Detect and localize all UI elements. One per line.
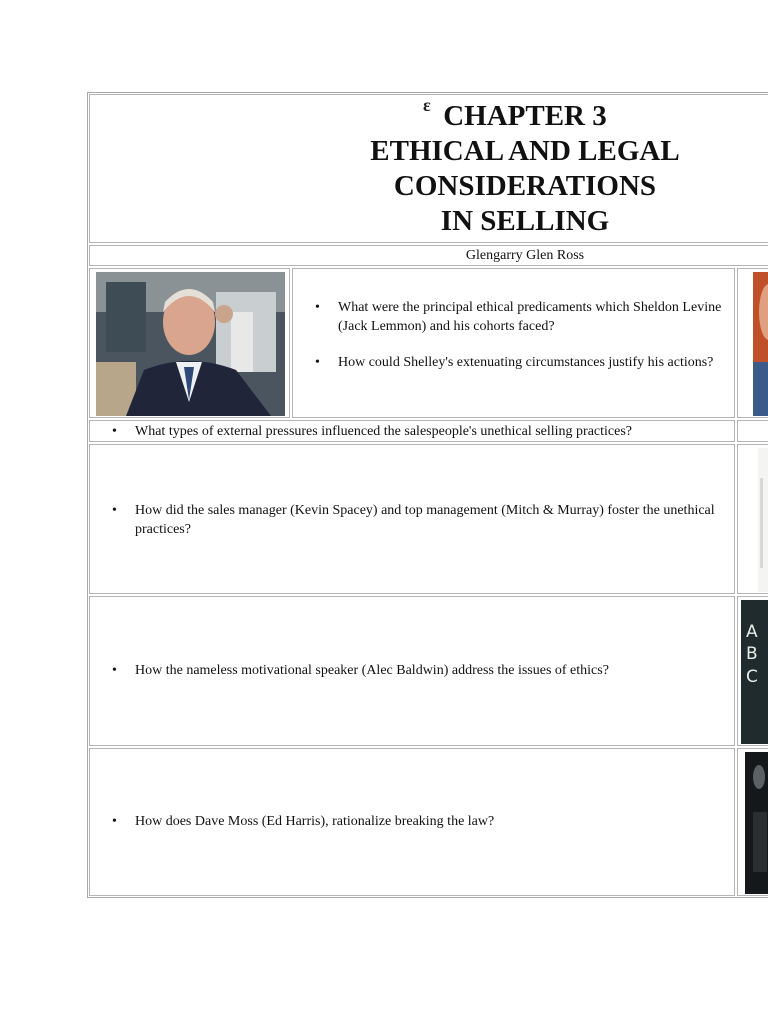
question-text: What types of external pressures influenced the salespeople's unethical selling practices? [135, 424, 632, 439]
title-line-1: CHAPTER 3 [443, 100, 607, 132]
list-item [112, 501, 727, 539]
list-item [112, 661, 727, 680]
bullet-icon: • [112, 663, 117, 678]
question-text: How does Dave Moss (Ed Harris), rationalize breaking the law? [135, 814, 495, 829]
bullet-icon: • [112, 424, 117, 439]
question-text: How could Shelley's extenuating circumstances justify his actions? [338, 355, 714, 370]
list-item [112, 422, 727, 441]
side-image-cell [737, 596, 768, 746]
title-cell [89, 94, 768, 243]
empty-cell [737, 420, 768, 442]
list-item [315, 353, 725, 372]
photo-cell [89, 268, 290, 418]
subtitle-cell [89, 245, 768, 266]
question-text: What were the principal ethical predicaments which Sheldon Levine (Jack Lemmon) and his cohorts faced? [338, 300, 722, 334]
bullet-icon: • [315, 300, 320, 315]
side-image [745, 752, 768, 894]
movie-still-image [96, 272, 285, 416]
list-item [315, 298, 725, 336]
title-line-4: IN SELLING [440, 205, 610, 237]
side-image [758, 448, 768, 592]
chalkboard-letter: A [746, 622, 758, 642]
side-image [753, 272, 768, 416]
bullet-icon: • [112, 814, 117, 829]
chalkboard-letter: C [746, 667, 758, 687]
bullet-icon: • [112, 503, 117, 518]
title-line-2: ETHICAL AND LEGAL [370, 135, 680, 167]
questions-cell-2 [89, 420, 735, 442]
chalkboard-letter: B [746, 644, 758, 664]
list-item [112, 812, 727, 831]
side-image-cell [737, 444, 768, 594]
film-title: Glengarry Glen Ross [465, 248, 585, 263]
questions-cell-5 [89, 748, 735, 896]
chalkboard-image [741, 600, 768, 744]
questions-cell-3 [89, 444, 735, 594]
page-title [290, 99, 760, 239]
questions-cell-1 [292, 268, 735, 418]
question-text: How did the sales manager (Kevin Spacey) and top management (Mitch & Murray) foster the unethical practices? [135, 503, 715, 537]
questions-cell-4 [89, 596, 735, 746]
bullet-icon: • [315, 355, 320, 370]
title-line-3: CONSIDERATIONS [393, 170, 657, 202]
side-image-cell [737, 748, 768, 896]
question-text: How the nameless motivational speaker (Alec Baldwin) address the issues of ethics? [135, 663, 609, 678]
side-image-cell [737, 268, 768, 418]
decorative-mark: ε [423, 95, 431, 115]
